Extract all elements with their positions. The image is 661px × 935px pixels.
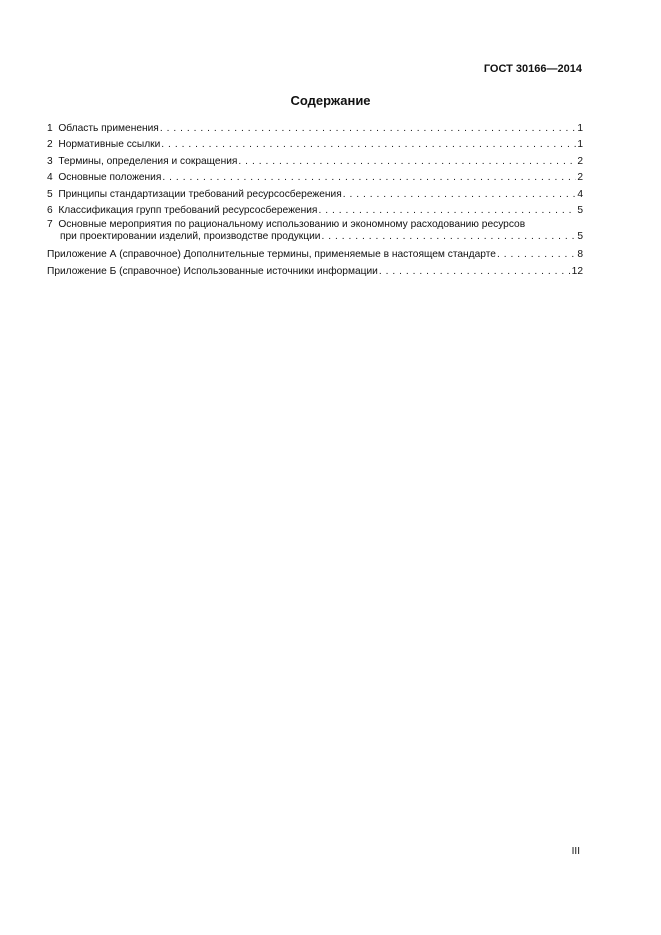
toc-title: Содержание xyxy=(290,93,371,108)
toc-entry-text: Область применения xyxy=(58,123,159,134)
toc-entry-page: 8 xyxy=(577,249,583,261)
toc-entry-page: 5 xyxy=(577,231,583,243)
leader-dots xyxy=(161,137,576,153)
table-of-contents xyxy=(47,121,583,280)
toc-entry[interactable] xyxy=(47,187,583,203)
leader-dots xyxy=(497,247,576,263)
leader-dots xyxy=(321,231,576,243)
toc-entry[interactable] xyxy=(47,137,583,153)
toc-entry-number: 3 xyxy=(47,155,53,167)
toc-entry-text-continuation: при проектировании изделий, производстве продукции xyxy=(60,231,321,243)
toc-entry-appendix-b[interactable] xyxy=(47,264,583,280)
toc-entry-page: 2 xyxy=(577,172,583,184)
leader-dots xyxy=(160,121,577,137)
leader-dots xyxy=(379,264,571,280)
document-code: ГОСТ 30166—2014 xyxy=(483,63,582,75)
toc-entry-number: 2 xyxy=(47,139,53,151)
toc-entry-number: 5 xyxy=(47,188,53,200)
toc-entry-text: Приложение Б (справочное) Использованные источники информации xyxy=(47,265,378,277)
toc-entry-appendix-a[interactable] xyxy=(47,247,583,263)
toc-entry-page: 2 xyxy=(577,155,583,167)
toc-entry-number: 6 xyxy=(47,205,53,217)
toc-entry-number: 4 xyxy=(47,172,53,184)
toc-entry-text: Основные мероприятия по рациональному использованию и экономному расходованию ресурсов xyxy=(58,219,526,231)
page-number: III xyxy=(571,846,580,857)
toc-entry-number: 1 xyxy=(47,123,53,134)
toc-entry-text: Классификация групп требований ресурсосбережения xyxy=(58,205,318,217)
toc-entry-page: 1 xyxy=(577,123,583,134)
leader-dots xyxy=(318,203,576,219)
toc-entry[interactable] xyxy=(47,121,583,137)
toc-entry-page: 4 xyxy=(577,188,583,200)
toc-entry-number: 7 xyxy=(47,219,53,231)
leader-dots xyxy=(238,154,576,170)
leader-dots xyxy=(343,187,577,203)
toc-entry-page: 1 xyxy=(577,139,583,151)
toc-entry[interactable] xyxy=(47,154,583,170)
toc-entry-text: Принципы стандартизации требований ресурсосбережения xyxy=(58,188,342,200)
toc-entry-text: Нормативные ссылки xyxy=(58,139,161,151)
toc-entry[interactable] xyxy=(47,219,583,243)
toc-entry[interactable] xyxy=(47,203,583,219)
toc-entry[interactable] xyxy=(47,170,583,186)
toc-entry-text: Термины, определения и сокращения xyxy=(58,155,238,167)
leader-dots xyxy=(162,170,576,186)
toc-entry-page: 5 xyxy=(577,205,583,217)
toc-entry-text: Приложение А (справочное) Дополнительные термины, применяемые в настоящем стандарте xyxy=(47,249,496,261)
toc-entry-page: 12 xyxy=(571,265,583,277)
toc-entry-text: Основные положения xyxy=(58,172,162,184)
